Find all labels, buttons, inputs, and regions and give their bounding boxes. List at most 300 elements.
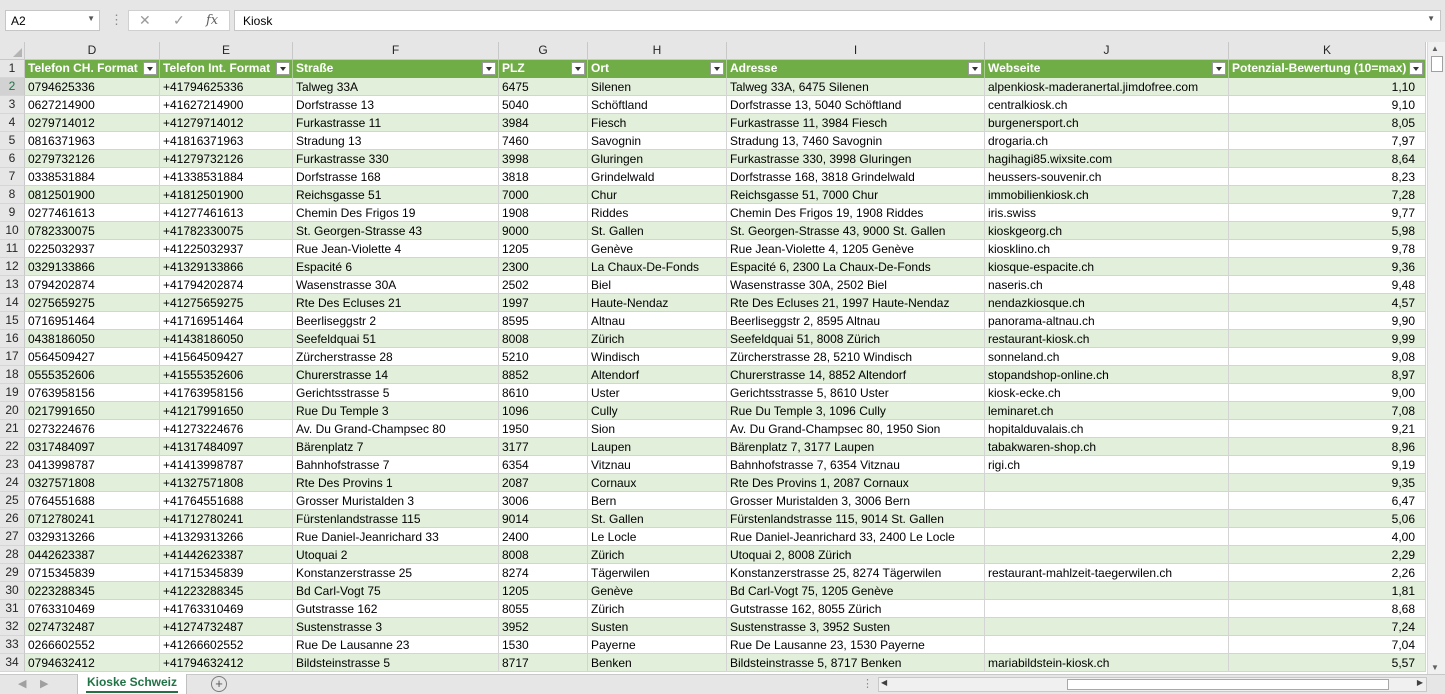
- table-cell[interactable]: 0217991650: [25, 402, 160, 420]
- table-cell[interactable]: St. Georgen-Strasse 43: [293, 222, 499, 240]
- table-cell[interactable]: Bärenplatz 7: [293, 438, 499, 456]
- table-cell[interactable]: Rue Daniel-Jeanrichard 33: [293, 528, 499, 546]
- table-cell[interactable]: Laupen: [588, 438, 727, 456]
- column-header-g[interactable]: G: [499, 42, 588, 60]
- table-cell[interactable]: hagihagi85.wixsite.com: [985, 150, 1229, 168]
- table-cell[interactable]: 0812501900: [25, 186, 160, 204]
- table-cell[interactable]: 0274732487: [25, 618, 160, 636]
- table-cell[interactable]: Zürcherstrasse 28, 5210 Windisch: [727, 348, 985, 366]
- table-cell[interactable]: leminaret.ch: [985, 402, 1229, 420]
- table-cell[interactable]: 8055: [499, 600, 588, 618]
- table-cell[interactable]: stopandshop-online.ch: [985, 366, 1229, 384]
- table-cell[interactable]: +41338531884: [160, 168, 293, 186]
- table-cell[interactable]: Sustenstrasse 3: [293, 618, 499, 636]
- table-cell[interactable]: Payerne: [588, 636, 727, 654]
- table-cell[interactable]: [985, 510, 1229, 528]
- header-cell[interactable]: [160, 60, 293, 78]
- table-cell[interactable]: Rue De Lausanne 23: [293, 636, 499, 654]
- table-cell[interactable]: 0438186050: [25, 330, 160, 348]
- table-cell[interactable]: Talweg 33A: [293, 78, 499, 96]
- table-cell[interactable]: 0327571808: [25, 474, 160, 492]
- chevron-down-icon[interactable]: ▼: [87, 14, 95, 23]
- table-cell[interactable]: 8595: [499, 312, 588, 330]
- table-cell[interactable]: kiosk-ecke.ch: [985, 384, 1229, 402]
- table-cell[interactable]: 6,47: [1229, 492, 1426, 510]
- table-cell[interactable]: Zürich: [588, 330, 727, 348]
- table-cell[interactable]: +41329133866: [160, 258, 293, 276]
- table-cell[interactable]: +41782330075: [160, 222, 293, 240]
- table-cell[interactable]: 1997: [499, 294, 588, 312]
- row-header[interactable]: 1: [0, 60, 25, 78]
- row-header[interactable]: 13: [0, 276, 25, 294]
- table-cell[interactable]: 0329133866: [25, 258, 160, 276]
- table-cell[interactable]: 5,57: [1229, 654, 1426, 672]
- table-cell[interactable]: Bern: [588, 492, 727, 510]
- vertical-scroll-thumb[interactable]: [1431, 56, 1443, 72]
- table-cell[interactable]: 3006: [499, 492, 588, 510]
- table-cell[interactable]: +41275659275: [160, 294, 293, 312]
- table-cell[interactable]: La Chaux-De-Fonds: [588, 258, 727, 276]
- table-cell[interactable]: Av. Du Grand-Champsec 80, 1950 Sion: [727, 420, 985, 438]
- horizontal-scroll-thumb[interactable]: [1067, 679, 1389, 690]
- table-cell[interactable]: tabakwaren-shop.ch: [985, 438, 1229, 456]
- table-cell[interactable]: [985, 618, 1229, 636]
- table-cell[interactable]: Sustenstrasse 3, 3952 Susten: [727, 618, 985, 636]
- table-cell[interactable]: 0413998787: [25, 456, 160, 474]
- table-cell[interactable]: Riddes: [588, 204, 727, 222]
- table-cell[interactable]: Benken: [588, 654, 727, 672]
- table-cell[interactable]: +41223288345: [160, 582, 293, 600]
- table-cell[interactable]: Sion: [588, 420, 727, 438]
- table-cell[interactable]: 0317484097: [25, 438, 160, 456]
- table-cell[interactable]: Seefeldquai 51: [293, 330, 499, 348]
- table-cell[interactable]: Chur: [588, 186, 727, 204]
- table-cell[interactable]: 6475: [499, 78, 588, 96]
- table-cell[interactable]: Windisch: [588, 348, 727, 366]
- table-cell[interactable]: Rue Jean-Violette 4, 1205 Genève: [727, 240, 985, 258]
- table-cell[interactable]: Konstanzerstrasse 25: [293, 564, 499, 582]
- table-cell[interactable]: Utoquai 2: [293, 546, 499, 564]
- table-cell[interactable]: Cully: [588, 402, 727, 420]
- table-cell[interactable]: +41442623387: [160, 546, 293, 564]
- table-cell[interactable]: Bd Carl-Vogt 75: [293, 582, 499, 600]
- table-cell[interactable]: 2400: [499, 528, 588, 546]
- table-cell[interactable]: Rte Des Ecluses 21, 1997 Haute-Nendaz: [727, 294, 985, 312]
- table-cell[interactable]: 8274: [499, 564, 588, 582]
- horizontal-scrollbar[interactable]: [878, 677, 1427, 692]
- header-cell[interactable]: [727, 60, 985, 78]
- scroll-left-icon[interactable]: ◀: [881, 678, 888, 687]
- row-header[interactable]: 19: [0, 384, 25, 402]
- table-cell[interactable]: restaurant-kiosk.ch: [985, 330, 1229, 348]
- table-cell[interactable]: burgenersport.ch: [985, 114, 1229, 132]
- table-cell[interactable]: 0715345839: [25, 564, 160, 582]
- table-cell[interactable]: 0794202874: [25, 276, 160, 294]
- table-cell[interactable]: 9,10: [1229, 96, 1426, 114]
- table-cell[interactable]: 5,98: [1229, 222, 1426, 240]
- table-cell[interactable]: [985, 600, 1229, 618]
- table-cell[interactable]: +41438186050: [160, 330, 293, 348]
- vertical-scrollbar[interactable]: [1427, 42, 1445, 674]
- table-cell[interactable]: Furkastrasse 11, 3984 Fiesch: [727, 114, 985, 132]
- row-header[interactable]: 5: [0, 132, 25, 150]
- table-cell[interactable]: 5040: [499, 96, 588, 114]
- row-header[interactable]: 20: [0, 402, 25, 420]
- row-header[interactable]: 10: [0, 222, 25, 240]
- table-cell[interactable]: +41794625336: [160, 78, 293, 96]
- table-cell[interactable]: 7,24: [1229, 618, 1426, 636]
- table-cell[interactable]: 0763958156: [25, 384, 160, 402]
- table-cell[interactable]: 9014: [499, 510, 588, 528]
- table-cell[interactable]: Rte Des Provins 1, 2087 Cornaux: [727, 474, 985, 492]
- table-cell[interactable]: 3984: [499, 114, 588, 132]
- header-cell[interactable]: [1229, 60, 1426, 78]
- table-cell[interactable]: Uster: [588, 384, 727, 402]
- table-cell[interactable]: panorama-altnau.ch: [985, 312, 1229, 330]
- table-cell[interactable]: 0564509427: [25, 348, 160, 366]
- table-cell[interactable]: 9,99: [1229, 330, 1426, 348]
- table-cell[interactable]: 0329313266: [25, 528, 160, 546]
- sheet-tab-kioske-schweiz[interactable]: [77, 674, 187, 694]
- table-cell[interactable]: Bahnhofstrasse 7: [293, 456, 499, 474]
- worksheet-grid[interactable]: [0, 42, 1427, 674]
- table-cell[interactable]: +41794202874: [160, 276, 293, 294]
- header-cell[interactable]: [985, 60, 1229, 78]
- row-header[interactable]: 21: [0, 420, 25, 438]
- table-cell[interactable]: Gutstrasse 162, 8055 Zürich: [727, 600, 985, 618]
- table-cell[interactable]: +41329313266: [160, 528, 293, 546]
- table-cell[interactable]: Dorfstrasse 168, 3818 Grindelwald: [727, 168, 985, 186]
- column-header-d[interactable]: D: [25, 42, 160, 60]
- table-cell[interactable]: 0442623387: [25, 546, 160, 564]
- more-options-icon[interactable]: ⋮: [110, 12, 123, 27]
- table-cell[interactable]: Zürich: [588, 546, 727, 564]
- column-header-e[interactable]: E: [160, 42, 293, 60]
- table-cell[interactable]: Rte Des Provins 1: [293, 474, 499, 492]
- table-cell[interactable]: 2,29: [1229, 546, 1426, 564]
- table-cell[interactable]: Rue Jean-Violette 4: [293, 240, 499, 258]
- table-cell[interactable]: 8,96: [1229, 438, 1426, 456]
- column-header-h[interactable]: H: [588, 42, 727, 60]
- table-cell[interactable]: Reichsgasse 51, 7000 Chur: [727, 186, 985, 204]
- table-cell[interactable]: 9,78: [1229, 240, 1426, 258]
- table-cell[interactable]: 0275659275: [25, 294, 160, 312]
- table-cell[interactable]: 0273224676: [25, 420, 160, 438]
- filter-dropdown-icon[interactable]: [571, 62, 585, 75]
- table-cell[interactable]: 8,68: [1229, 600, 1426, 618]
- select-all-button[interactable]: [0, 42, 25, 60]
- table-cell[interactable]: Seefeldquai 51, 8008 Zürich: [727, 330, 985, 348]
- table-cell[interactable]: 5210: [499, 348, 588, 366]
- table-cell[interactable]: Dorfstrasse 168: [293, 168, 499, 186]
- row-header[interactable]: 33: [0, 636, 25, 654]
- table-cell[interactable]: +41715345839: [160, 564, 293, 582]
- table-cell[interactable]: 0279714012: [25, 114, 160, 132]
- row-header[interactable]: 16: [0, 330, 25, 348]
- filter-dropdown-icon[interactable]: [710, 62, 724, 75]
- table-cell[interactable]: St. Gallen: [588, 510, 727, 528]
- table-cell[interactable]: 9,90: [1229, 312, 1426, 330]
- row-header[interactable]: 23: [0, 456, 25, 474]
- table-cell[interactable]: 4,57: [1229, 294, 1426, 312]
- cancel-icon[interactable]: ✕: [139, 12, 151, 28]
- table-cell[interactable]: Utoquai 2, 8008 Zürich: [727, 546, 985, 564]
- table-cell[interactable]: 8,97: [1229, 366, 1426, 384]
- table-cell[interactable]: Dorfstrasse 13: [293, 96, 499, 114]
- table-cell[interactable]: 9,77: [1229, 204, 1426, 222]
- table-cell[interactable]: Grosser Muristalden 3: [293, 492, 499, 510]
- table-cell[interactable]: Haute-Nendaz: [588, 294, 727, 312]
- row-header[interactable]: 2: [0, 78, 25, 96]
- table-cell[interactable]: Rte Des Ecluses 21: [293, 294, 499, 312]
- table-cell[interactable]: hopitalduvalais.ch: [985, 420, 1229, 438]
- insert-function-icon[interactable]: fx: [206, 13, 219, 28]
- table-cell[interactable]: 9,08: [1229, 348, 1426, 366]
- column-header-f[interactable]: F: [293, 42, 499, 60]
- table-cell[interactable]: 7,04: [1229, 636, 1426, 654]
- expand-formula-icon[interactable]: ▼: [1427, 14, 1435, 23]
- table-cell[interactable]: Churerstrasse 14, 8852 Altendorf: [727, 366, 985, 384]
- table-cell[interactable]: 4,00: [1229, 528, 1426, 546]
- table-cell[interactable]: +41279714012: [160, 114, 293, 132]
- table-cell[interactable]: 0338531884: [25, 168, 160, 186]
- row-header[interactable]: 32: [0, 618, 25, 636]
- table-cell[interactable]: Grosser Muristalden 3, 3006 Bern: [727, 492, 985, 510]
- table-cell[interactable]: 1950: [499, 420, 588, 438]
- table-cell[interactable]: [985, 474, 1229, 492]
- table-cell[interactable]: 8,23: [1229, 168, 1426, 186]
- table-cell[interactable]: 0782330075: [25, 222, 160, 240]
- enter-icon[interactable]: ✓: [173, 12, 185, 28]
- row-header[interactable]: 30: [0, 582, 25, 600]
- table-cell[interactable]: Bärenplatz 7, 3177 Laupen: [727, 438, 985, 456]
- table-cell[interactable]: 9,21: [1229, 420, 1426, 438]
- table-cell[interactable]: +41627214900: [160, 96, 293, 114]
- table-cell[interactable]: 1205: [499, 582, 588, 600]
- table-cell[interactable]: Vitznau: [588, 456, 727, 474]
- next-sheet-icon[interactable]: ▶: [40, 678, 49, 690]
- table-cell[interactable]: Cornaux: [588, 474, 727, 492]
- row-header[interactable]: 27: [0, 528, 25, 546]
- table-cell[interactable]: iris.swiss: [985, 204, 1229, 222]
- table-cell[interactable]: Churerstrasse 14: [293, 366, 499, 384]
- table-cell[interactable]: Schöftland: [588, 96, 727, 114]
- table-cell[interactable]: 0764551688: [25, 492, 160, 510]
- table-cell[interactable]: 3952: [499, 618, 588, 636]
- table-cell[interactable]: 9000: [499, 222, 588, 240]
- table-cell[interactable]: Gerichtsstrasse 5, 8610 Uster: [727, 384, 985, 402]
- header-cell[interactable]: [499, 60, 588, 78]
- row-header[interactable]: 9: [0, 204, 25, 222]
- table-cell[interactable]: Dorfstrasse 13, 5040 Schöftland: [727, 96, 985, 114]
- table-cell[interactable]: immobilienkiosk.ch: [985, 186, 1229, 204]
- table-cell[interactable]: Grindelwald: [588, 168, 727, 186]
- table-cell[interactable]: 1908: [499, 204, 588, 222]
- table-cell[interactable]: Gluringen: [588, 150, 727, 168]
- table-cell[interactable]: Genève: [588, 582, 727, 600]
- row-header[interactable]: 25: [0, 492, 25, 510]
- table-cell[interactable]: 0716951464: [25, 312, 160, 330]
- table-cell[interactable]: 8610: [499, 384, 588, 402]
- table-cell[interactable]: St. Georgen-Strasse 43, 9000 St. Gallen: [727, 222, 985, 240]
- row-header[interactable]: 28: [0, 546, 25, 564]
- table-cell[interactable]: Wasenstrasse 30A, 2502 Biel: [727, 276, 985, 294]
- table-cell[interactable]: 1,10: [1229, 78, 1426, 96]
- table-cell[interactable]: Rue Du Temple 3: [293, 402, 499, 420]
- table-cell[interactable]: 0794632412: [25, 654, 160, 672]
- table-cell[interactable]: 0225032937: [25, 240, 160, 258]
- table-cell[interactable]: Beerliseggstr 2, 8595 Altnau: [727, 312, 985, 330]
- table-cell[interactable]: 0555352606: [25, 366, 160, 384]
- table-cell[interactable]: +41564509427: [160, 348, 293, 366]
- table-cell[interactable]: Furkastrasse 330, 3998 Gluringen: [727, 150, 985, 168]
- table-cell[interactable]: Stradung 13: [293, 132, 499, 150]
- table-cell[interactable]: Tägerwilen: [588, 564, 727, 582]
- table-cell[interactable]: +41279732126: [160, 150, 293, 168]
- table-cell[interactable]: +41274732487: [160, 618, 293, 636]
- table-cell[interactable]: Rue De Lausanne 23, 1530 Payerne: [727, 636, 985, 654]
- row-header[interactable]: 24: [0, 474, 25, 492]
- table-cell[interactable]: +41327571808: [160, 474, 293, 492]
- row-header[interactable]: 6: [0, 150, 25, 168]
- table-cell[interactable]: kiosklino.ch: [985, 240, 1229, 258]
- scroll-right-icon[interactable]: ▶: [1416, 678, 1423, 687]
- table-cell[interactable]: [985, 528, 1229, 546]
- table-cell[interactable]: 5,06: [1229, 510, 1426, 528]
- table-cell[interactable]: 1096: [499, 402, 588, 420]
- table-cell[interactable]: 9,00: [1229, 384, 1426, 402]
- table-cell[interactable]: [985, 582, 1229, 600]
- table-cell[interactable]: nendazkiosque.ch: [985, 294, 1229, 312]
- table-cell[interactable]: +41273224676: [160, 420, 293, 438]
- table-cell[interactable]: [985, 492, 1229, 510]
- table-cell[interactable]: Susten: [588, 618, 727, 636]
- table-cell[interactable]: +41277461613: [160, 204, 293, 222]
- row-header[interactable]: 4: [0, 114, 25, 132]
- table-cell[interactable]: naseris.ch: [985, 276, 1229, 294]
- scroll-up-icon[interactable]: ▲: [1431, 44, 1439, 53]
- table-cell[interactable]: Fürstenlandstrasse 115: [293, 510, 499, 528]
- filter-dropdown-icon[interactable]: [1212, 62, 1226, 75]
- table-cell[interactable]: 3177: [499, 438, 588, 456]
- table-cell[interactable]: Silenen: [588, 78, 727, 96]
- table-cell[interactable]: Fiesch: [588, 114, 727, 132]
- table-cell[interactable]: Genève: [588, 240, 727, 258]
- table-cell[interactable]: 0266602552: [25, 636, 160, 654]
- column-header-k[interactable]: K: [1229, 42, 1426, 60]
- table-cell[interactable]: 7,28: [1229, 186, 1426, 204]
- scroll-down-icon[interactable]: ▼: [1431, 663, 1439, 672]
- table-cell[interactable]: [985, 636, 1229, 654]
- table-cell[interactable]: Zürich: [588, 600, 727, 618]
- more-options-icon[interactable]: ⋮: [862, 678, 873, 690]
- table-cell[interactable]: Altnau: [588, 312, 727, 330]
- header-cell[interactable]: [293, 60, 499, 78]
- table-cell[interactable]: mariabildstein-kiosk.ch: [985, 654, 1229, 672]
- table-cell[interactable]: +41764551688: [160, 492, 293, 510]
- previous-sheet-icon[interactable]: ◀: [18, 678, 27, 690]
- table-cell[interactable]: Gutstrasse 162: [293, 600, 499, 618]
- table-cell[interactable]: Wasenstrasse 30A: [293, 276, 499, 294]
- table-cell[interactable]: 8,05: [1229, 114, 1426, 132]
- table-cell[interactable]: Bd Carl-Vogt 75, 1205 Genève: [727, 582, 985, 600]
- table-cell[interactable]: Altendorf: [588, 366, 727, 384]
- table-cell[interactable]: 0816371963: [25, 132, 160, 150]
- table-cell[interactable]: alpenkiosk-maderanertal.jimdofree.com: [985, 78, 1229, 96]
- table-cell[interactable]: centralkiosk.ch: [985, 96, 1229, 114]
- formula-input[interactable]: [234, 10, 1441, 31]
- table-cell[interactable]: +41763958156: [160, 384, 293, 402]
- row-header[interactable]: 18: [0, 366, 25, 384]
- row-header[interactable]: 3: [0, 96, 25, 114]
- table-cell[interactable]: Rue Daniel-Jeanrichard 33, 2400 Le Locle: [727, 528, 985, 546]
- table-cell[interactable]: +41716951464: [160, 312, 293, 330]
- row-header[interactable]: 15: [0, 312, 25, 330]
- table-cell[interactable]: 2502: [499, 276, 588, 294]
- table-cell[interactable]: 0223288345: [25, 582, 160, 600]
- table-cell[interactable]: 9,19: [1229, 456, 1426, 474]
- header-cell[interactable]: [588, 60, 727, 78]
- row-header[interactable]: 8: [0, 186, 25, 204]
- table-cell[interactable]: 8008: [499, 330, 588, 348]
- table-cell[interactable]: 0712780241: [25, 510, 160, 528]
- table-cell[interactable]: 1530: [499, 636, 588, 654]
- table-cell[interactable]: +41225032937: [160, 240, 293, 258]
- row-header[interactable]: 11: [0, 240, 25, 258]
- table-cell[interactable]: 2,26: [1229, 564, 1426, 582]
- table-cell[interactable]: Espacité 6, 2300 La Chaux-De-Fonds: [727, 258, 985, 276]
- table-cell[interactable]: +41812501900: [160, 186, 293, 204]
- table-cell[interactable]: 6354: [499, 456, 588, 474]
- table-cell[interactable]: 7,97: [1229, 132, 1426, 150]
- row-header[interactable]: 14: [0, 294, 25, 312]
- table-cell[interactable]: +41712780241: [160, 510, 293, 528]
- table-cell[interactable]: 8717: [499, 654, 588, 672]
- table-cell[interactable]: 9,35: [1229, 474, 1426, 492]
- column-header-i[interactable]: I: [727, 42, 985, 60]
- table-cell[interactable]: 3818: [499, 168, 588, 186]
- table-cell[interactable]: Reichsgasse 51: [293, 186, 499, 204]
- row-header[interactable]: 7: [0, 168, 25, 186]
- table-cell[interactable]: +41266602552: [160, 636, 293, 654]
- table-cell[interactable]: Chemin Des Frigos 19: [293, 204, 499, 222]
- name-box[interactable]: [5, 10, 100, 31]
- row-header[interactable]: 17: [0, 348, 25, 366]
- table-cell[interactable]: 0627214900: [25, 96, 160, 114]
- table-cell[interactable]: 0763310469: [25, 600, 160, 618]
- table-cell[interactable]: Biel: [588, 276, 727, 294]
- table-cell[interactable]: 8,64: [1229, 150, 1426, 168]
- table-cell[interactable]: Bildsteinstrasse 5: [293, 654, 499, 672]
- table-cell[interactable]: 8852: [499, 366, 588, 384]
- table-cell[interactable]: +41816371963: [160, 132, 293, 150]
- table-cell[interactable]: +41217991650: [160, 402, 293, 420]
- table-cell[interactable]: Furkastrasse 11: [293, 114, 499, 132]
- row-header[interactable]: 26: [0, 510, 25, 528]
- add-sheet-icon[interactable]: +: [211, 676, 227, 692]
- row-header[interactable]: 29: [0, 564, 25, 582]
- table-cell[interactable]: Stradung 13, 7460 Savognin: [727, 132, 985, 150]
- table-cell[interactable]: +41555352606: [160, 366, 293, 384]
- table-cell[interactable]: Talweg 33A, 6475 Silenen: [727, 78, 985, 96]
- table-cell[interactable]: Gerichtsstrasse 5: [293, 384, 499, 402]
- table-cell[interactable]: Le Locle: [588, 528, 727, 546]
- table-cell[interactable]: +41413998787: [160, 456, 293, 474]
- table-cell[interactable]: kiosque-espacite.ch: [985, 258, 1229, 276]
- table-cell[interactable]: +41763310469: [160, 600, 293, 618]
- table-cell[interactable]: 9,36: [1229, 258, 1426, 276]
- table-cell[interactable]: Furkastrasse 330: [293, 150, 499, 168]
